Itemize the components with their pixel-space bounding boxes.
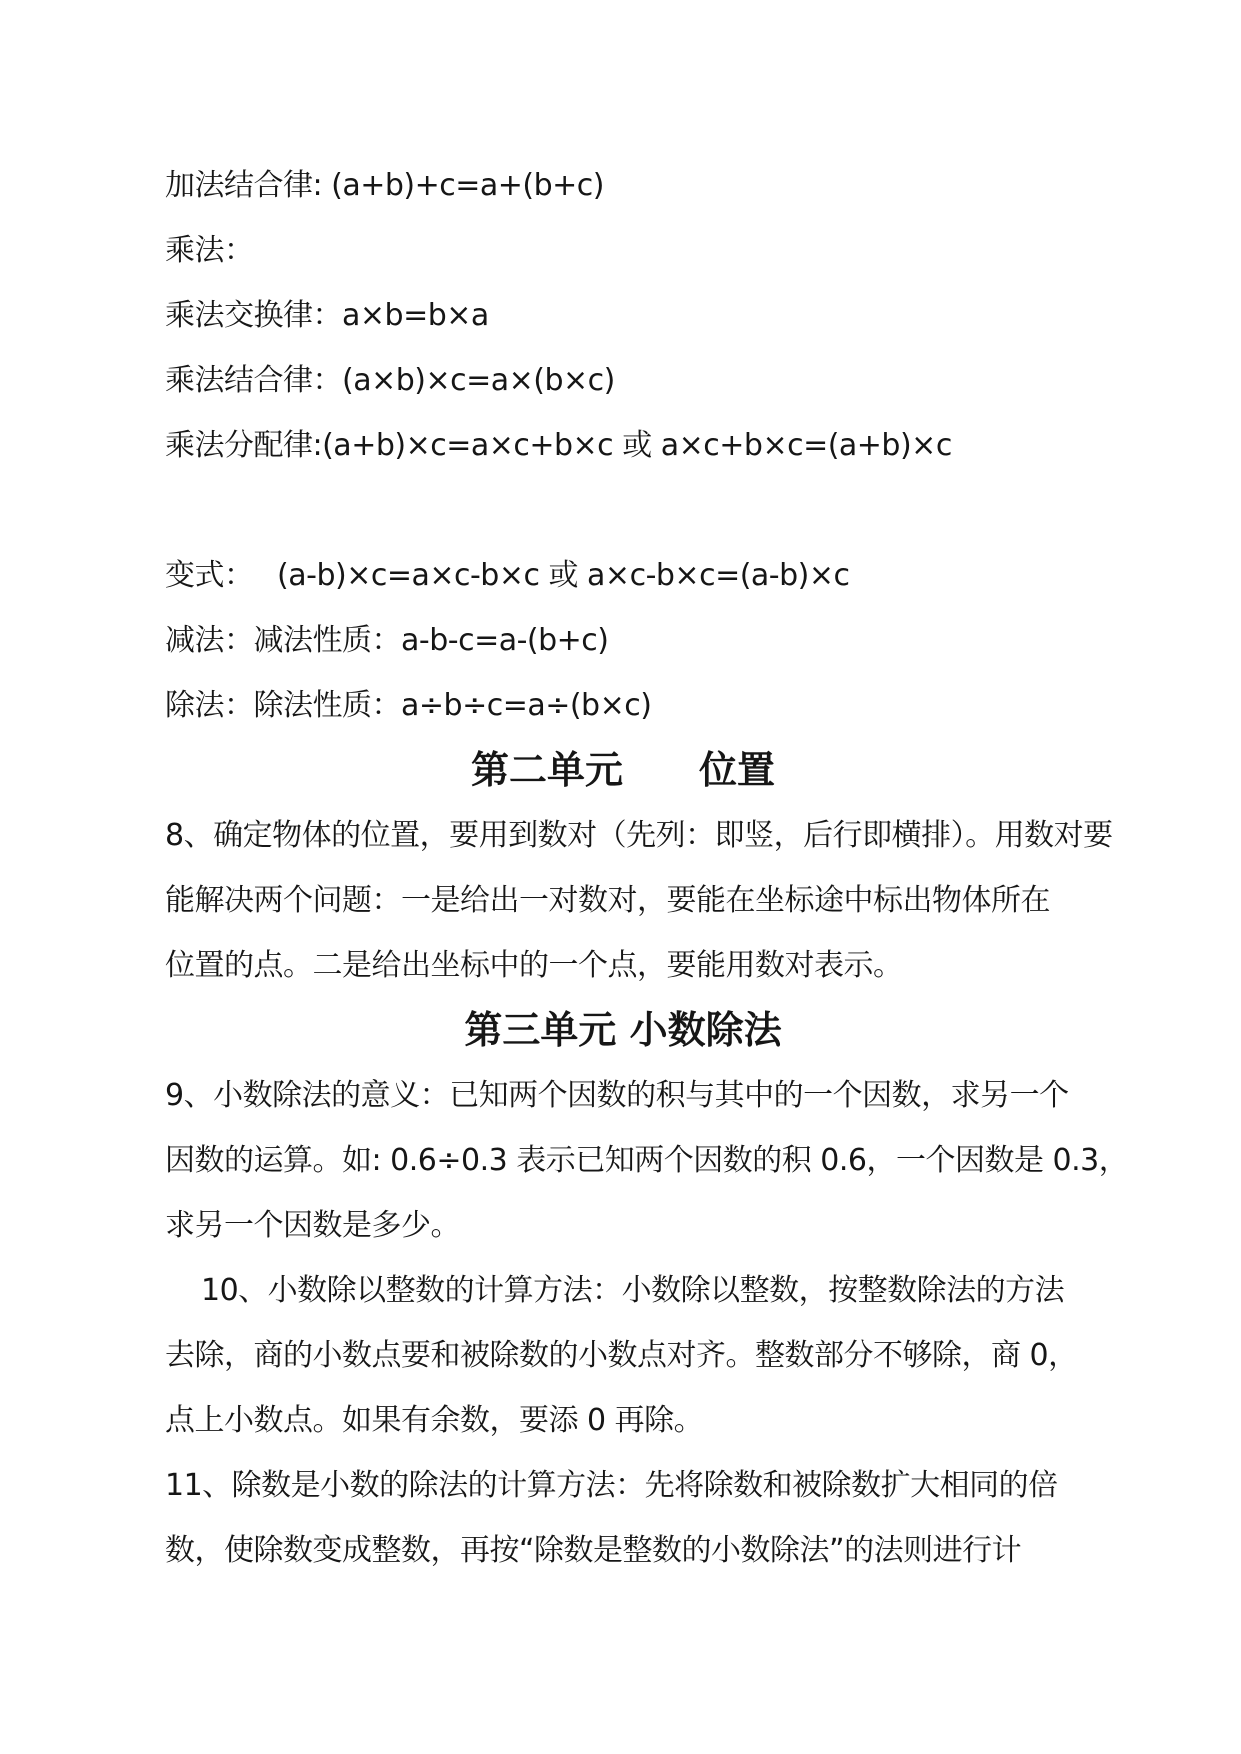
paragraph-8-line-1: 8、确定物体的位置，要用到数对（先列：即竖，后行即横排）。用数对要: [165, 818, 1113, 853]
unit3-heading: 第三单元 小数除法: [464, 1008, 782, 1052]
paragraph-9-line-2: 因数的运算。如: 0.6÷0.3 表示已知两个因数的积 0.6，一个因数是 0.3，: [165, 1143, 1129, 1178]
formula-line-mult-commutative: 乘法交换律：a×b=b×a: [165, 298, 489, 333]
paragraph-8-line-3: 位置的点。二是给出坐标中的一个点，要能用数对表示。: [165, 948, 903, 983]
paragraph-9-line-1: 9、小数除法的意义：已知两个因数的积与其中的一个因数，求另一个: [165, 1078, 1069, 1113]
formula-line-division-property: 除法：除法性质：a÷b÷c=a÷(b×c): [165, 688, 652, 723]
formula-line-variant: 变式： (a-b)×c=a×c-b×c 或 a×c-b×c=(a-b)×c: [165, 558, 850, 593]
paragraph-11-line-2: 数，使除数变成整数，再按“除数是整数的小数除法”的法则进行计: [165, 1533, 1022, 1568]
formula-line-addition-associative: 加法结合律: (a+b)+c=a+(b+c): [165, 168, 604, 203]
paragraph-10-line-2: 去除，商的小数点要和被除数的小数点对齐。整数部分不够除，商 0，: [165, 1338, 1078, 1373]
unit2-heading: 第二单元 位置: [470, 748, 775, 792]
paragraph-10-line-1: 10、小数除以整数的计算方法：小数除以整数，按整数除法的方法: [201, 1273, 1065, 1308]
formula-line-mult-associative: 乘法结合律：(a×b)×c=a×(b×c): [165, 363, 615, 398]
formula-line-mult-distributive: 乘法分配律:(a+b)×c=a×c+b×c 或 a×c+b×c=(a+b)×c: [165, 428, 952, 463]
formula-line-subtraction-property: 减法：减法性质：a-b-c=a-(b+c): [165, 623, 609, 658]
paragraph-8-line-2: 能解决两个问题：一是给出一对数对，要能在坐标途中标出物体所在: [165, 883, 1050, 918]
paragraph-9-line-3: 求另一个因数是多少。: [165, 1208, 460, 1243]
blank-line: [165, 478, 1081, 543]
paragraph-10-line-3: 点上小数点。如果有余数，要添 0 再除。: [165, 1403, 704, 1438]
paragraph-11-line-1: 11、除数是小数的除法的计算方法：先将除数和被除数扩大相同的倍: [165, 1468, 1058, 1503]
formula-label-multiplication: 乘法：: [165, 233, 254, 268]
